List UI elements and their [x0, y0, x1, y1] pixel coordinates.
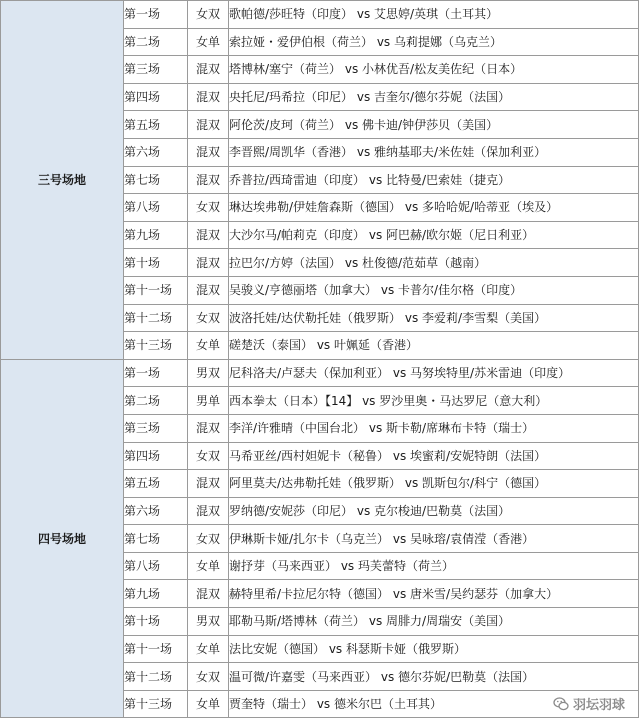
match-event: 女单 — [188, 332, 229, 360]
schedule-body — [1, 1, 639, 718]
match-round: 第十三场 — [124, 690, 188, 718]
match-players: 央托尼/玛希拉（印尼） vs 吉奎尔/德尔芬妮（法国） — [229, 83, 639, 111]
match-players: 尼科洛夫/卢瑟夫（保加利亚） vs 马努埃特里/苏米雷迪（印度） — [229, 359, 639, 387]
match-players: 波洛托娃/达伏勒托娃（俄罗斯） vs 李爱莉/李雪梨（美国） — [229, 304, 639, 332]
court-name: 三号场地 — [1, 1, 124, 360]
wechat-icon — [553, 696, 569, 712]
match-players: 伊琳斯卡娅/扎尔卡（乌克兰） vs 吴咏瑢/袁倩滢（香港） — [229, 525, 639, 553]
match-players: 琳达埃弗勒/伊娃詹森斯（德国） vs 多哈哈妮/哈蒂亚（埃及） — [229, 194, 639, 222]
match-round: 第十场 — [124, 608, 188, 636]
match-round: 第八场 — [124, 194, 188, 222]
match-event: 混双 — [188, 276, 229, 304]
match-event: 混双 — [188, 497, 229, 525]
match-event: 混双 — [188, 470, 229, 498]
match-round: 第一场 — [124, 359, 188, 387]
match-players: 乔普拉/西琦雷迪（印度） vs 比特曼/巴索娃（捷克） — [229, 166, 639, 194]
match-round: 第六场 — [124, 497, 188, 525]
match-event: 混双 — [188, 580, 229, 608]
match-event: 女单 — [188, 28, 229, 56]
match-event: 男双 — [188, 359, 229, 387]
match-players: 罗纳德/安妮莎（印尼） vs 克尔梭迪/巴勒莫（法国） — [229, 497, 639, 525]
match-players: 谢抒芽（马来西亚） vs 玛芙蕾特（荷兰） — [229, 552, 639, 580]
match-players: 吴骏义/亨德丽塔（加拿大） vs 卡普尔/佳尔格（印度） — [229, 276, 639, 304]
match-round: 第十二场 — [124, 663, 188, 691]
match-round: 第四场 — [124, 83, 188, 111]
match-players: 法比安妮（德国） vs 科瑟斯卡娅（俄罗斯） — [229, 635, 639, 663]
match-players: 歌帕德/莎旺特（印度） vs 艾思婷/英琪（土耳其） — [229, 1, 639, 29]
match-round: 第六场 — [124, 138, 188, 166]
table-row — [1, 359, 639, 387]
match-round: 第五场 — [124, 111, 188, 139]
watermark — [553, 694, 625, 713]
match-players: 李晋熙/周凯华（香港） vs 雅纳基耶夫/米佐娃（保加利亚） — [229, 138, 639, 166]
match-round: 第七场 — [124, 525, 188, 553]
match-round: 第五场 — [124, 470, 188, 498]
watermark-text: 羽坛羽球 — [572, 698, 625, 713]
match-event: 女单 — [188, 690, 229, 718]
match-players: 索拉娅・爱伊伯根（荷兰） vs 乌莉提娜（乌克兰） — [229, 28, 639, 56]
match-round: 第十一场 — [124, 635, 188, 663]
match-players: 耶勒马斯/塔博林（荷兰） vs 周腓力/周瑞安（美国） — [229, 608, 639, 636]
match-round: 第二场 — [124, 28, 188, 56]
match-event: 女双 — [188, 663, 229, 691]
match-round: 第十场 — [124, 249, 188, 277]
match-event: 女双 — [188, 525, 229, 553]
match-players: 西本拳太（日本）【14】 vs 罗沙里奥・马达罗尼（意大利） — [229, 387, 639, 415]
match-players: 温可微/许嘉雯（马来西亚） vs 德尔芬妮/巴勒莫（法国） — [229, 663, 639, 691]
match-players: 拉巴尔/方婷（法国） vs 杜俊德/范茹草（越南） — [229, 249, 639, 277]
match-event: 混双 — [188, 138, 229, 166]
match-round: 第十一场 — [124, 276, 188, 304]
match-event: 男双 — [188, 608, 229, 636]
match-event: 混双 — [188, 83, 229, 111]
match-event: 女双 — [188, 1, 229, 29]
match-event: 混双 — [188, 56, 229, 84]
match-event: 女双 — [188, 304, 229, 332]
match-players: 赫特里希/卡拉尼尔特（德国） vs 唐米雪/吴约瑟芬（加拿大） — [229, 580, 639, 608]
match-event: 女双 — [188, 442, 229, 470]
table-row — [1, 1, 639, 29]
match-players: 磋楚沃（泰国） vs 叶姵延（香港） — [229, 332, 639, 360]
match-event: 男单 — [188, 387, 229, 415]
match-players: 塔博林/塞宁（荷兰） vs 小林优吾/松友美佐纪（日本） — [229, 56, 639, 84]
match-round: 第三场 — [124, 414, 188, 442]
match-round: 第十二场 — [124, 304, 188, 332]
court-name: 四号场地 — [1, 359, 124, 718]
match-event: 女单 — [188, 635, 229, 663]
match-round: 第八场 — [124, 552, 188, 580]
match-event: 混双 — [188, 249, 229, 277]
match-round: 第一场 — [124, 1, 188, 29]
match-round: 第九场 — [124, 580, 188, 608]
match-players: 阿里莫夫/达弗勒托娃（俄罗斯） vs 凯斯包尔/科宁（德国） — [229, 470, 639, 498]
match-event: 混双 — [188, 414, 229, 442]
match-round: 第九场 — [124, 221, 188, 249]
match-event: 混双 — [188, 111, 229, 139]
match-round: 第二场 — [124, 387, 188, 415]
match-event: 混双 — [188, 221, 229, 249]
match-round: 第十三场 — [124, 332, 188, 360]
match-round: 第四场 — [124, 442, 188, 470]
match-players: 阿伦茨/皮珂（荷兰） vs 佛卡迪/钟伊莎贝（美国） — [229, 111, 639, 139]
match-round: 第七场 — [124, 166, 188, 194]
match-players: 李洋/许雅晴（中国台北） vs 斯卡勒/席琳布卡特（瑞士） — [229, 414, 639, 442]
match-event: 混双 — [188, 166, 229, 194]
match-event: 女单 — [188, 552, 229, 580]
match-players: 大沙尔马/帕莉克（印度） vs 阿巴赫/欧尔姬（尼日利亚） — [229, 221, 639, 249]
match-players: 马希亚丝/西村妲妮卡（秘鲁） vs 埃蜜莉/安妮特朗（法国） — [229, 442, 639, 470]
match-round: 第三场 — [124, 56, 188, 84]
match-players: 贾奎特（瑞士） vs 德米尔巴（土耳其） — [229, 690, 639, 718]
match-event: 女双 — [188, 194, 229, 222]
